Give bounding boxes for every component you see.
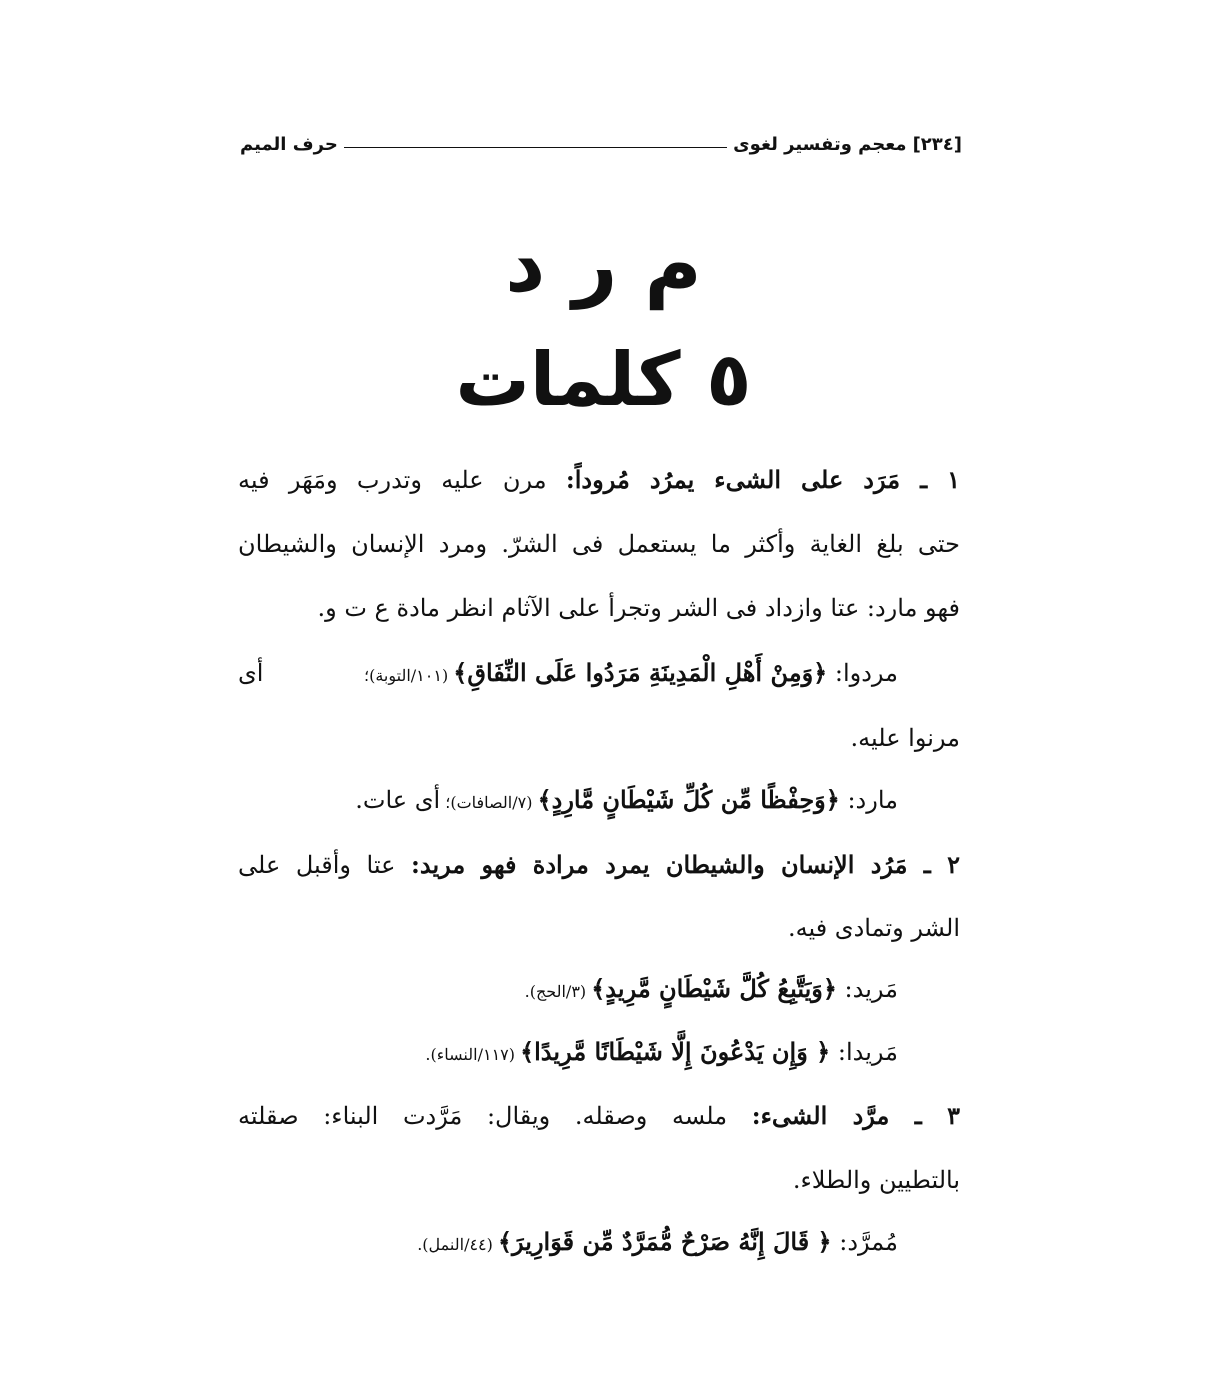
entry-2-quote-2	[425, 1032, 898, 1075]
quran-verse: ﴿ وَإِن يَدْعُونَ إِلَّا شَيْطَانًا مَّرِيدًا﴾	[520, 1037, 831, 1066]
entry-3-definition: ملسه وصقله. ويقال: مَرَّدت البناء: صقلته	[238, 1102, 752, 1130]
entry-1-line-2: حتى بلغ الغاية وأكثر ما يستعمل فى الشرّ. ومرد الإنسان والشيطان	[238, 530, 960, 558]
verse-reference: (١٠١/التوبة)؛	[363, 666, 454, 685]
quran-verse: ﴿وَيَتَّبِعُ كُلَّ شَيْطَانٍ مَّرِيدٍ﴾	[591, 974, 837, 1003]
page-number: [٢٣٤]	[912, 133, 962, 155]
quote-tail: أى عات.	[355, 786, 441, 814]
quote-label: مردوا:	[827, 659, 898, 687]
entry-3-quote-1	[417, 1222, 898, 1265]
running-header	[240, 128, 962, 160]
quran-verse: ﴿وَحِفْظًا مِّن كُلِّ شَيْطَانٍ مَّارِدٍ﴾	[537, 785, 840, 814]
quran-verse: ﴿وَمِنْ أَهْلِ الْمَدِينَةِ مَرَدُوا عَلَى النِّفَاقِ﴾	[453, 658, 828, 687]
entry-1-quote-1-continued: مرنوا عليه.	[850, 724, 960, 752]
entry-1-headword: ١ ـ مَرَد على الشىء يمرُد مُروداً:	[565, 465, 961, 494]
book-title: معجم وتفسير لغوى	[733, 133, 907, 155]
entry-1-line-3: فهو مارد: عتا وازداد فى الشر وتجرأ على الآثام انظر مادة ع ت و.	[317, 594, 960, 622]
quote-label: مَريد:	[836, 975, 898, 1003]
entry-3-headword: ٣ ـ مرَّد الشىء:	[751, 1101, 961, 1130]
entry-1-definition: مرن عليه وتدرب ومَهَر فيه	[238, 466, 566, 494]
header-rule	[344, 147, 727, 148]
entry-3-line-2: بالتطيين والطلاء.	[792, 1166, 960, 1194]
section-title: حرف الميم	[240, 133, 338, 155]
entry-2-quote-1	[525, 969, 898, 1012]
quote-tail: أى	[238, 659, 264, 687]
quote-label: مارد:	[839, 786, 898, 814]
entry-1-quote-1	[238, 653, 898, 696]
verse-reference: (٧/الصافات)؛	[440, 793, 538, 812]
word-count-heading: ٥ كلمات	[455, 337, 752, 423]
entry-2-line-2: الشر وتمادى فيه.	[787, 914, 960, 942]
verse-reference: (٣/الحج).	[524, 982, 592, 1001]
root-heading: م ر د	[505, 220, 702, 310]
entry-1-quote-2	[355, 780, 898, 823]
quote-label: مُمرَّد:	[831, 1228, 898, 1256]
entry-2-definition: عتا وأقبل على	[238, 851, 412, 879]
entry-1-line-1	[238, 460, 960, 500]
entry-2-line-1	[238, 845, 960, 885]
quran-verse: ﴿ قَالَ إِنَّهُ صَرْحٌ مُّمَرَّدٌ مِّن قَوَارِيرَ﴾	[497, 1227, 832, 1256]
verse-reference: (٤٤/النمل).	[417, 1235, 498, 1254]
entry-3-line-1	[238, 1096, 960, 1136]
quote-label: مَريدا:	[830, 1038, 898, 1066]
verse-reference: (١١٧/النساء).	[425, 1045, 521, 1064]
entry-2-headword: ٢ ـ مَرُد الإنسان والشيطان يمرد مرادة فهو مريد:	[411, 850, 960, 879]
